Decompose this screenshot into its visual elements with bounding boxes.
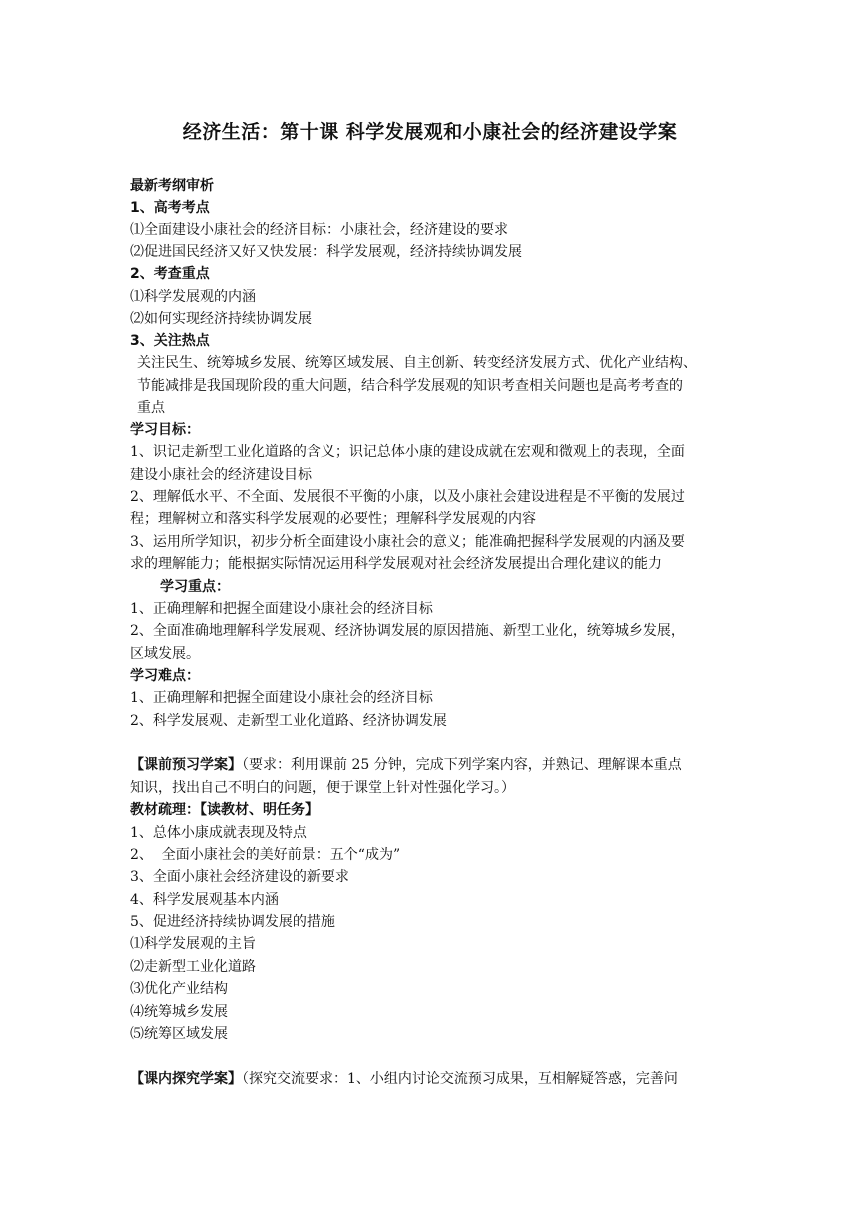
goals-heading: 学习目标： <box>130 422 200 438</box>
list-item: ⑶优化产业结构 <box>130 981 228 997</box>
list-item: ⑴科学发展观的主旨 <box>130 936 256 952</box>
list-item: ⑸统筹区域发展 <box>130 1026 228 1042</box>
section-2-item-1: ⑴科学发展观的内涵 <box>130 289 256 305</box>
preview-heading: 【课前预习学案】 <box>130 757 242 773</box>
list-item: 2、 全面小康社会的美好前景：五个“成为” <box>130 847 401 863</box>
hotspot-line-2: 节能减排是我国现阶段的重大问题，结合科学发展观的知识考查相关问题也是高考考查的 <box>137 378 683 394</box>
key-point-2-line-2: 区域发展。 <box>130 646 200 662</box>
key-points-heading: 学习重点： <box>160 579 230 595</box>
inquiry-line <box>130 1068 740 1090</box>
inquiry-heading: 【课内探究学案】 <box>130 1071 242 1087</box>
difficulty-1: 1、正确理解和把握全面建设小康社会的经济目标 <box>130 690 433 706</box>
goal-3-line-2: 求的理解能力；能根据实际情况运用科学发展观对社会经济发展提出合理化建议的能力 <box>130 556 662 572</box>
inquiry-requirement: （探究交流要求：1、小组内讨论交流预习成果，互相解疑答惑，完善问 <box>242 1071 678 1087</box>
difficulties-heading: 学习难点： <box>130 668 200 684</box>
key-point-2-line-1: 2、全面准确地理解科学发展观、经济协调发展的原因措施、新型工业化，统筹城乡发展， <box>130 623 685 639</box>
list-item: 1、总体小康成就表现及特点 <box>130 825 307 841</box>
goal-2-line-1: 2、理解低水平、不全面、发展很不平衡的小康，以及小康社会建设进程是不平衡的发展过 <box>130 489 685 505</box>
list-item: ⑷统筹城乡发展 <box>130 1004 228 1020</box>
section-1-heading: 1、高考考点 <box>130 200 210 216</box>
goal-1-line-1: 1、识记走新型工业化道路的含义；识记总体小康的建设成就在宏观和微观上的表现，全面 <box>130 444 685 460</box>
preview-line-1 <box>130 754 740 776</box>
preview-requirement-2: 知识，找出自己不明白的问题，便于课堂上针对性强化学习。） <box>130 780 515 796</box>
list-item: 4、科学发展观基本内涵 <box>130 892 279 908</box>
difficulty-2: 2、科学发展观、走新型工业化道路、经济协调发展 <box>130 713 447 729</box>
goal-2-line-2: 程；理解树立和落实科学发展观的必要性；理解科学发展观的内容 <box>130 511 536 527</box>
section-2-heading: 2、考查重点 <box>130 266 210 282</box>
section-2-item-2: ⑵如何实现经济持续协调发展 <box>130 311 312 327</box>
section-1-item-1: ⑴全面建设小康社会的经济目标：小康社会，经济建设的要求 <box>130 222 508 238</box>
textbook-review-heading: 教材疏理：【读教材、明任务】 <box>130 802 319 818</box>
section-3-heading: 3、关注热点 <box>130 333 210 349</box>
goal-1-line-2: 建设小康社会的经济建设目标 <box>130 467 312 483</box>
goal-3-line-1: 3、运用所学知识，初步分析全面建设小康社会的意义；能准确把握科学发展观的内涵及要 <box>130 534 685 550</box>
section-1-item-2: ⑵促进国民经济又好又快发展：科学发展观，经济持续协调发展 <box>130 244 522 260</box>
preview-requirement-1: （要求：利用课前 25 分钟，完成下列学案内容，并熟记、理解课本重点 <box>242 757 682 773</box>
list-item: 5、促进经济持续协调发展的措施 <box>130 914 335 930</box>
hotspot-line-1: 关注民生、统筹城乡发展、统筹区域发展、自主创新、转变经济发展方式、优化产业结构、 <box>137 355 697 371</box>
outline-heading: 最新考纲审析 <box>130 178 214 194</box>
key-point-1: 1、正确理解和把握全面建设小康社会的经济目标 <box>130 601 433 617</box>
document-title: 经济生活：第十课 科学发展观和小康社会的经济建设学案 <box>182 121 678 143</box>
list-item: 3、全面小康社会经济建设的新要求 <box>130 869 349 885</box>
hotspot-line-3: 重点 <box>137 400 165 416</box>
list-item: ⑵走新型工业化道路 <box>130 959 256 975</box>
